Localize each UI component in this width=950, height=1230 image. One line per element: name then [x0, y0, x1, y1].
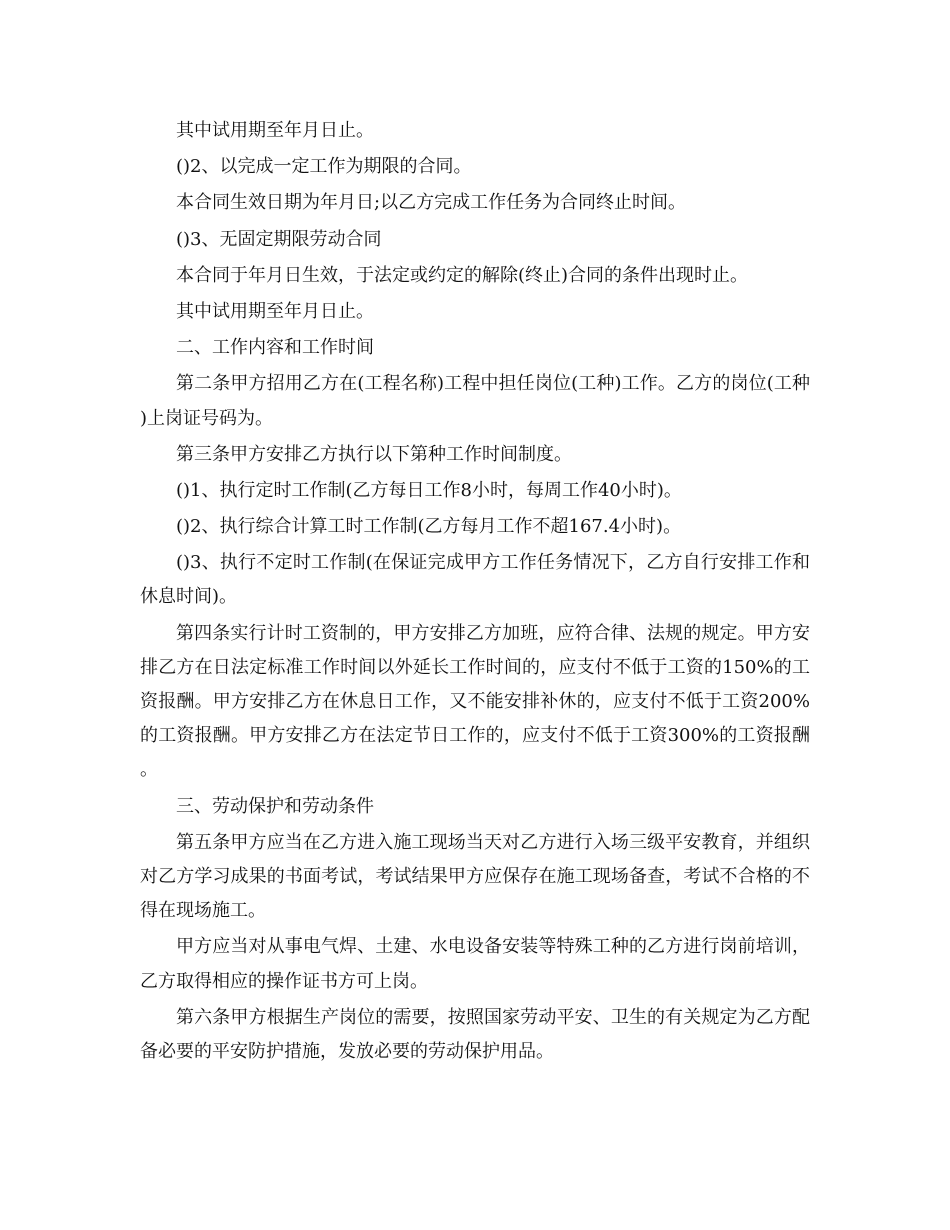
paragraph-standard-hours: ()1、执行定时工作制(乙方每日工作8小时，每周工作40小时)。	[176, 479, 682, 501]
paragraph-open-ended-effective: 本合同于年月日生效，于法定或约定的解除(终止)合同的条件出现时止。	[176, 264, 749, 286]
paragraph-trial-period-2: 其中试用期至年月日止。	[176, 300, 374, 322]
paragraph-article-6-protective-equipment: 第六条甲方根据生产岗位的需要，按照国家劳动平安、卫生的有关规定为乙方配备必要的平安防护措施，发放必要的劳动保护用品。	[140, 1006, 810, 1062]
paragraph-option-3-open-ended: ()3、无固定期限劳动合同	[176, 228, 382, 250]
paragraph-article-3: 第三条甲方安排乙方执行以下第种工作时间制度。	[176, 443, 572, 465]
paragraph-trial-period-1: 其中试用期至年月日止。	[176, 120, 374, 141]
paragraph-flexible-hours: ()3、执行不定时工作制(在保证完成甲方工作任务情况下，乙方自行安排工作和休息时间)。	[140, 552, 810, 608]
paragraph-article-2: 第二条甲方招用乙方在(工程名称)工程中担任岗位(工种)工作。乙方的岗位(工种)上岗证号码为。	[140, 373, 810, 429]
paragraph-article-4-overtime: 第四条实行计时工资制的，甲方安排乙方加班，应符合律、法规的规定。甲方安排乙方在日法定标准工作时间以外延长工作时间的，应支付不低于工资的150%的工资报酬。甲方安排乙方在休息日工作，又不能安排补休的，应支付不低于工资200%的工资报酬。甲方安排乙方在法定节日工作的，应支付不低于工资300%的工资报酬。	[140, 622, 810, 781]
paragraph-article-5-safety-education: 第五条甲方应当在乙方进入施工现场当天对乙方进行入场三级平安教育，并组织对乙方学习成果的书面考试，考试结果甲方应保存在施工现场备查，考试不合格的不得在现场施工。	[140, 831, 810, 922]
section-heading-work-content: 二、工作内容和工作时间	[176, 337, 374, 359]
paragraph-option-2-task-contract: ()2、以完成一定工作为期限的合同。	[176, 156, 472, 178]
paragraph-task-contract-dates: 本合同生效日期为年月日;以乙方完成工作任务为合同终止时间。	[176, 192, 687, 214]
section-heading-labor-protection: 三、劳动保护和劳动条件	[176, 795, 374, 817]
paragraph-special-trades-training: 甲方应当对从事电气焊、土建、水电设备安装等特殊工种的乙方进行岗前培训，乙方取得相应的操作证书方可上岗。	[140, 936, 810, 992]
paragraph-comprehensive-hours: ()2、执行综合计算工时工作制(乙方每月工作不超167.4小时)。	[176, 516, 682, 538]
document-body	[140, 114, 810, 1071]
